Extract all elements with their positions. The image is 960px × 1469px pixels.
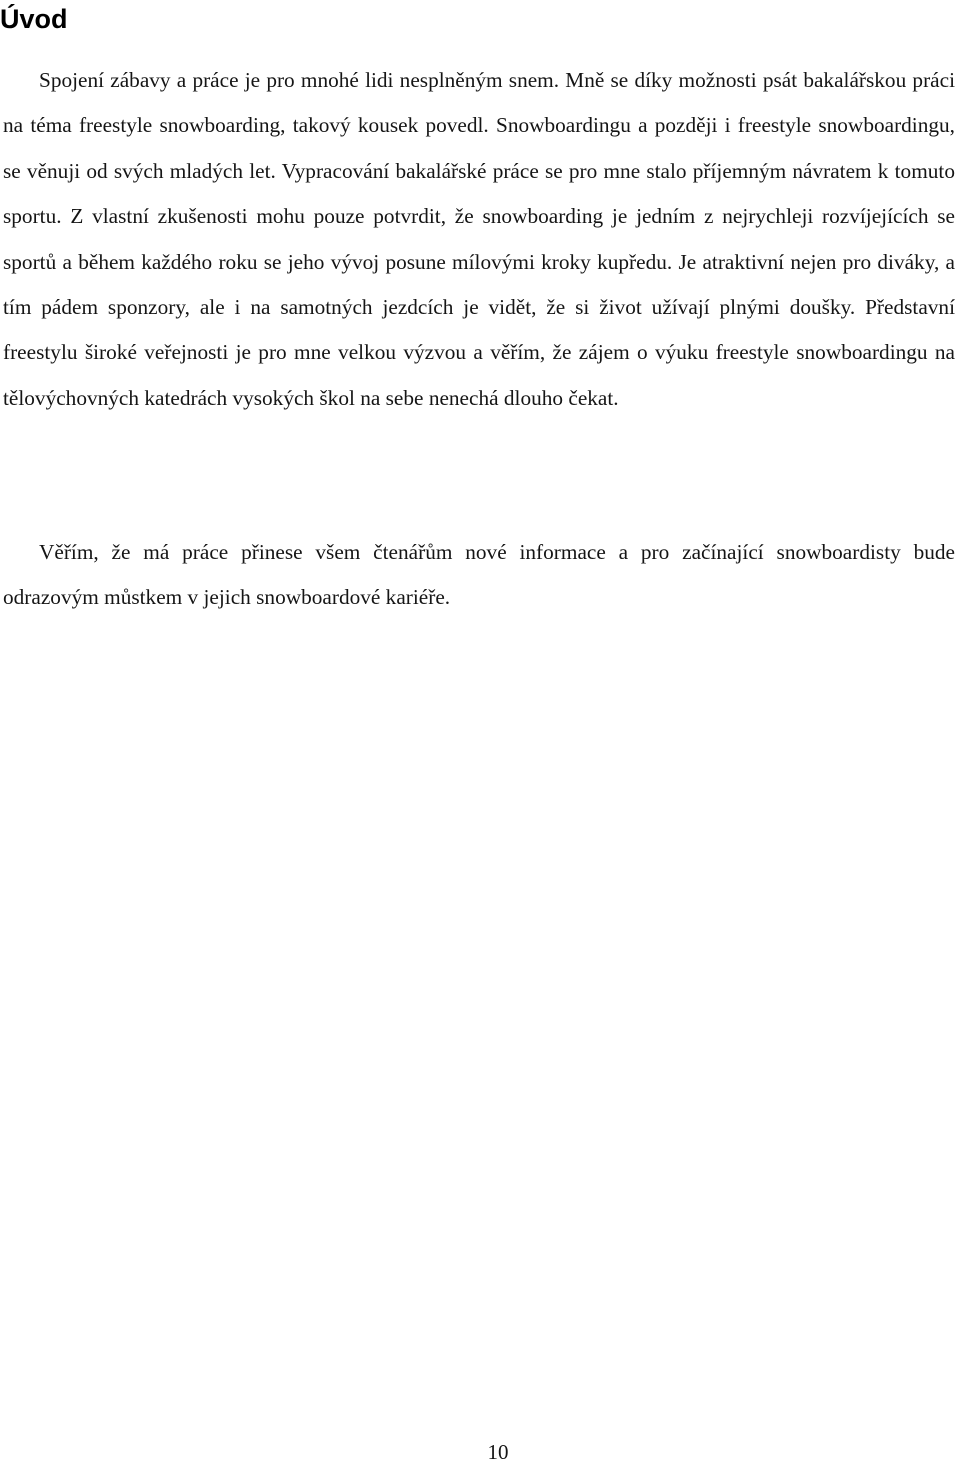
- page-number: 10: [487, 1440, 509, 1464]
- paragraph-closing: Věřím, že má práce přinese všem čtenářům nové informace a pro začínající snowboardisty bude odrazovým můstkem v jejich snowboardové kariéře.: [3, 540, 955, 610]
- section-heading: Úvod: [0, 4, 68, 34]
- paragraph-intro: Spojení zábavy a práce je pro mnohé lidi nesplněným snem. Mně se díky možnosti psát bakalářskou práci na téma freestyle snowboarding, takový kousek povedl. Snowboardingu a později i freestyle snowboardingu, se věnuji od svých mladých let. Vypracování bakalářské práce se pro mne stalo příjemným návratem k tomuto sportu. Z vlastní zkušenosti mohu pouze potvrdit, že snowboarding je jedním z nejrychleji rozvíjejících se sportů a během každého roku se jeho vývoj posune mílovými kroky kupředu. Je atraktivní nejen pro diváky, a tím pádem sponzory, ale i na samotných jezdcích je vidět, že si život užívají plnými doušky. Představní freestylu široké veřejnosti je pro mne velkou výzvou a věřím, že zájem o výuku freestyle snowboardingu na tělovýchovných katedrách vysokých škol na sebe nenechá dlouho čekat.: [3, 68, 955, 410]
